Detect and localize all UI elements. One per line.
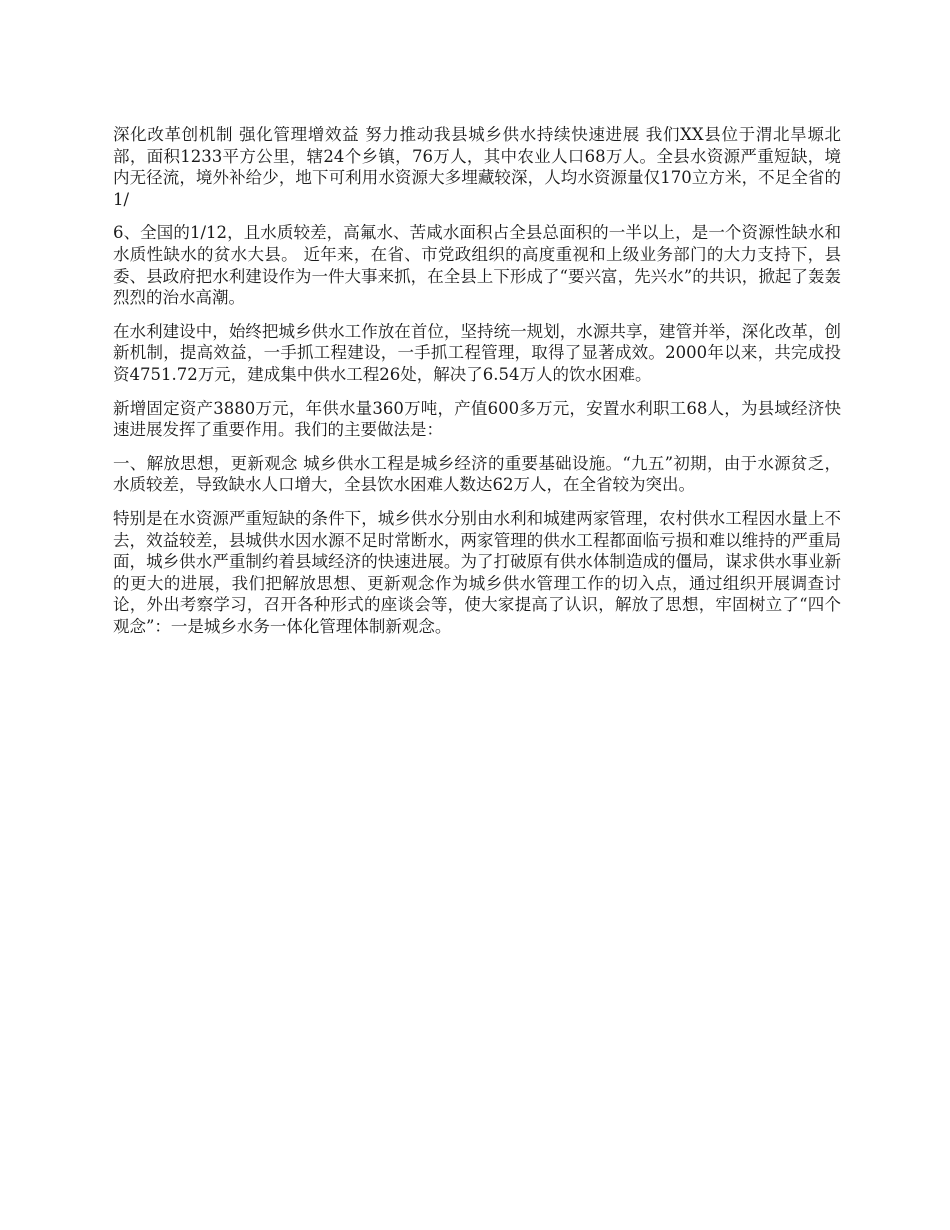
paragraph-2: 6、全国的1/12，且水质较差，高氟水、苦咸水面积占全县总面积的一半以上，是一个资源性缺水和水质性缺水的贫水大县。 近年来，在省、市党政组织的高度重视和上级业务部门的大力支持下，县委、县政府把水利建设作为一件大事来抓，在全县上下形成了“要兴富，先兴水”的共识，掀起了轰轰烈烈的治水高潮。 [113,223,841,308]
paragraph-4: 新增固定资产3880万元，年供水量360万吨，产值600多万元，安置水利职工68人，为县域经济快速进展发挥了重要作用。我们的主要做法是： [113,398,841,440]
paragraph-5: 一、解放思想，更新观念 城乡供水工程是城乡经济的重要基础设施。“九五”初期，由于水源贫乏，水质较差，导致缺水人口增大，全县饮水困难人数达62万人，在全省较为突出。 [113,453,841,495]
paragraph-1: 深化改革创机制 强化管理增效益 努力推动我县城乡供水持续快速进展 我们XX县位于渭北旱塬北部，面积1233平方公里，辖24个乡镇，76万人，其中农业人口68万人。全县水资源严重短缺，境内无径流，境外补给少，地下可利用水资源大多埋藏较深，人均水资源量仅170立方米，不足全省的1/ [113,125,841,209]
paragraph-6: 特别是在水资源严重短缺的条件下，城乡供水分别由水利和城建两家管理，农村供水工程因水量上不去，效益较差，县城供水因水源不足时常断水，两家管理的供水工程都面临亏损和难以维持的严重局面，城乡供水严重制约着县域经济的快速进展。为了打破原有供水体制造成的僵局，谋求供水事业新的更大的进展，我们把解放思想、更新观念作为城乡供水管理工作的切入点，通过组织开展调查讨论，外出考察学习，召开各种形式的座谈会等，使大家提高了认识，解放了思想，牢固树立了“四个观念”：一是城乡水务一体化管理体制新观念。 [113,508,841,636]
document-body [113,124,841,649]
paragraph-3: 在水利建设中，始终把城乡供水工作放在首位，坚持统一规划，水源共享，建管并举，深化改革，创新机制，提高效益，一手抓工程建设，一手抓工程管理，取得了显著成效。2000年以来，共完成投资4751.72万元，建成集中供水工程26处，解决了6.54万人的饮水困难。 [113,321,841,384]
